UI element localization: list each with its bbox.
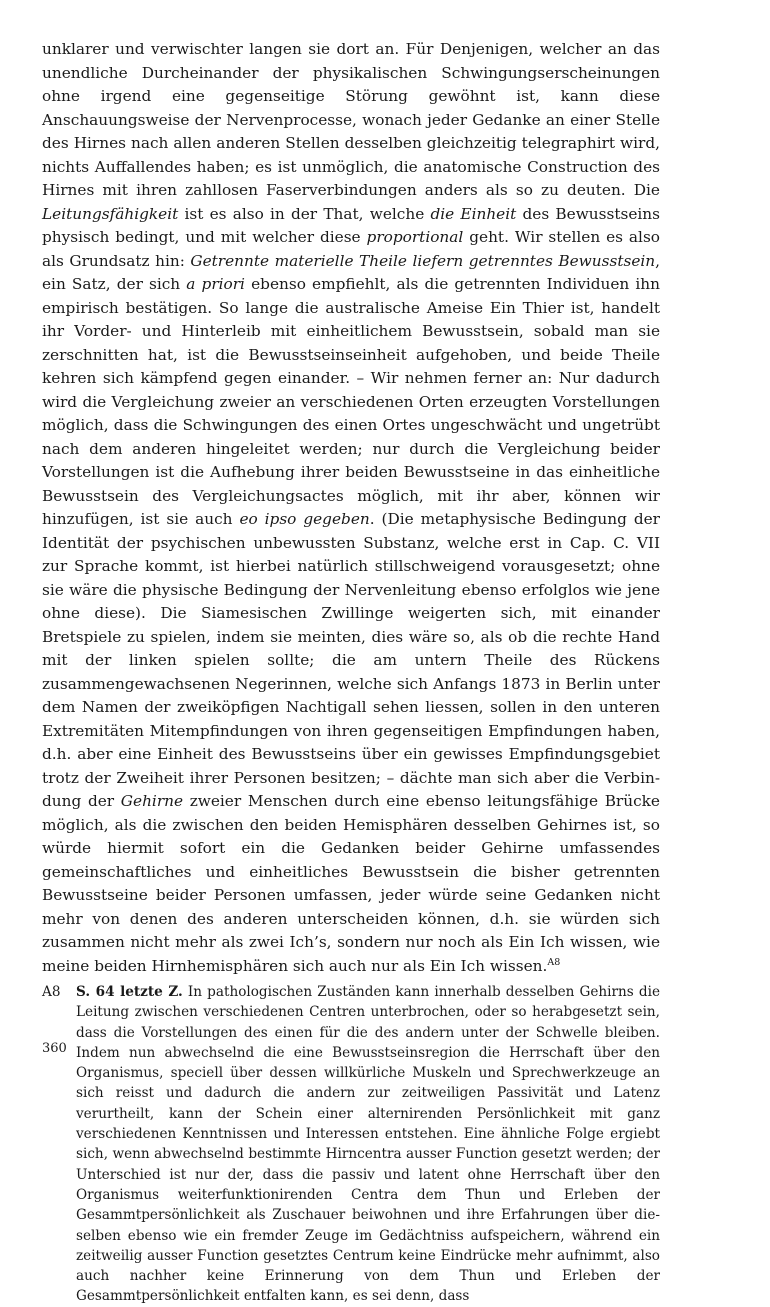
text-run: ebenso empfiehlt, als die getrennten Individuen ihn empirisch bestätigen. So lange die australische Ameise Ein Thier ist, handelt ihr Vorder- und Hinterleib mit einheitlichem Bewusstsein, sobald man sie zerschnitten hat, ist die Bewusstseinseinheit aufgehoben, und beide Theile kehren sich kämpfend gegen einander. – Wir nehmen ferner an: Nur dadurch wird die Vergleichung zweier an verschiedenen Orten erzeugten Vorstellungen möglich, dass die Schwingungen des einen Ortes ungeschwächt und ungetrübt nach dem anderen hingeleitet werden; nur durch die Vergleichung beider Vorstellungen ist die Aufhebung ihrer beiden Bewusstseine in das einheitliche Bewusstsein des Vergleichungsactes möglich, mit ihr aber, können wir hinzufügen, ist sie auch xyxy=(42,275,660,528)
italic-term: proportional xyxy=(366,228,464,246)
text-run: geht. Wir stellen es also als Grundsatz hin: xyxy=(42,228,660,270)
italic-term: a priori xyxy=(186,275,245,293)
footnote-label: A8 xyxy=(42,984,61,1000)
italic-term: Gehirne xyxy=(120,792,184,810)
main-paragraph xyxy=(42,38,660,978)
text-run: des Bewusstseins physisch bedingt, und mit welcher diese xyxy=(42,204,660,246)
footnote-reference[interactable]: A8 xyxy=(547,956,561,968)
text-run: ist es also in der That, welche xyxy=(178,204,431,223)
text-run: , ein Satz, der sich xyxy=(42,251,660,293)
footnote-text: In pathologischen Zuständen kann innerhalb desselben Gehirns die Leitung zwischen verschiedenen Centren unterbrochen, oder so herabgesetzt sein, dass die Vorstellungen des einen für die des andern unter der Schwelle bleiben. Indem nun abwechselnd die eine Bewusstseinsregion die Herrschaft über den Organismus, speciell über dessen willkürliche Muskeln und Sprechwerkzeuge an sich reisst und dadurch die andern zur zeitweiligen Passivität und Latenz verurtheilt, kann der Schein einer alternirenden Persönlichkeit mit ganz verschiedenen Kenntnissen und Interessen entstehen. Eine ähnliche Folge ergiebt sich, wenn abwechselnd bestimmte Hirncentra ausser Function gesetzt werden; der Unterschied ist nur der, dass die passiv und latent ohne Herrschaft über den Organismus weiterfunktionirenden Centra dem Thun und Erleben der Gesammtpersönlichkeit als Zuschauer beiwohnen und ihre Erfahrungen über dieselben ebenso wie ein fremder Zeuge im Gedächtniss aufspeichern, während ein zeitweilig ausser Function gesetztes Centrum keine Eindrücke mehr aufnimmt, also auch nachher keine Erinnerung von dem Thun und Erleben der Gesammtpersönlichkeit entfalten kann, es sei denn, dass xyxy=(76,984,660,1305)
footnote-page-reference: S. 64 letzte Z. xyxy=(76,984,183,1000)
text-run: . (Die metaphysische Bedingung der Identität der psychischen unbewussten Substanz, welche erst in Cap. C. VII zur Sprache kommt, ist hierbei natürlich stillschweigend vorausgesetzt; ohne sie wäre die physische Bedingung der Nervenleitung ebenso erfolglos wie jene ohne diese). Die Siamesischen Zwillinge weigerten sich, mit einander Bretspiele zu spielen, indem sie meinten, dies wäre so, als ob die rechte Hand mit der linken spielen sollte; die am untern Theile des Rückens zusammengewachsenen Negerinnen, welche sich Anfangs 1873 in Berlin unter dem Namen der zweiköpfigen Nachtigall sehen liessen, sollen in den unteren Extremitäten Mitempfindungen von ihren gegenseitigen Empfindungen haben, d.h. aber eine Einheit des Bewusstseins über ein gewisses Empfindungsgebiet trotz der Zweiheit ihrer Personen besitzen; – dächte man sich aber die Verbindung der xyxy=(42,510,660,810)
footnote xyxy=(42,982,660,1307)
italic-term: Leitungsfähigkeit xyxy=(42,204,179,223)
italic-principle: Getrennte materielle Theile liefern getrenntes Bewusstsein xyxy=(190,251,656,270)
text-run: zweier Menschen durch eine ebenso leitungsfähige Brücke möglich, als die zwischen den beiden Hemisphären desselben Gehirnes ist, so würde hiermit sofort ein die Gedanken beider Gehirne umfassendes gemeinschaftliches und einheitliches Bewusstsein die bisher getrennten Bewusstseine beider Personen umfassen, jeder würde seine Gedanken nicht mehr von denen des anderen unterscheiden können, d.h. sie würden sich zusammen nicht mehr als zwei Ich’s, sondern nur noch als Ein Ich wissen, wie meine beiden Hirnhemisphären sich auch nur als Ein Ich wissen. xyxy=(42,792,660,975)
page xyxy=(42,38,660,1307)
italic-term: eo ipso gegeben xyxy=(239,510,370,528)
footnote-body xyxy=(76,982,660,1307)
text-run: unklarer und verwischter langen sie dort an. Für Denjenigen, welcher an das unendliche Durcheinander der physikalischen Schwingungserscheinungen ohne irgend eine gegenseitige Störung gewöhnt ist, kann diese Anschauungsweise der Nervenprocesse, wonach jeder Gedanke an einer Stelle des Hirnes nach allen anderen Stellen desselben gleichzeitig telegraphirt wird, nichts Auffallendes haben; es ist unmöglich, die anatomische Construction des Hirnes mit ihren zahllosen Faserverbindungen anders als so zu deuten. Die xyxy=(42,40,660,199)
page-number: 360 xyxy=(42,1041,67,1056)
italic-term: die Einheit xyxy=(430,204,517,223)
